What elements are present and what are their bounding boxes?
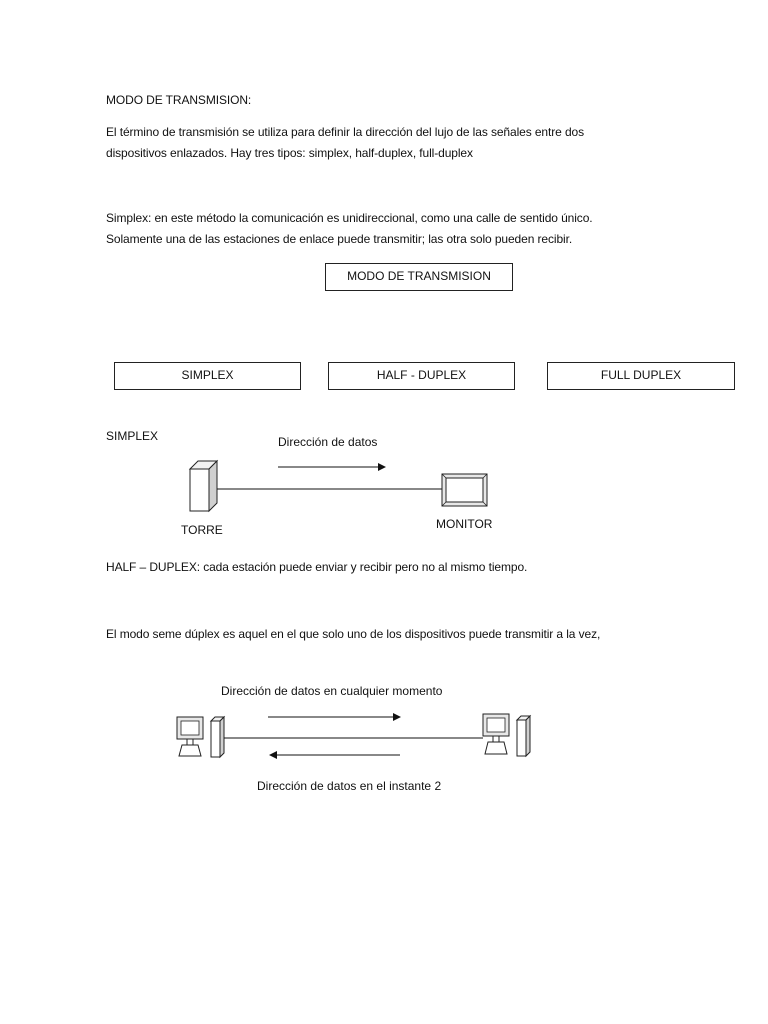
simplex-text-line-1: Simplex: en este método la comunicación es unidireccional, como una calle de sentido único.: [106, 211, 593, 225]
right-tower-icon: [517, 716, 530, 756]
half-duplex-text: HALF – DUPLEX: cada estación puede enviar y recibir pero no al mismo tiempo.: [106, 560, 528, 574]
intro-line-1: El término de transmisión se utiliza para definir la dirección del lujo de las señales entre dos: [106, 125, 584, 139]
tower-label: TORRE: [181, 523, 223, 537]
half-duplex-bottom-label: Dirección de datos en el instante 2: [257, 779, 442, 793]
tree-box-full-duplex: FULL DUPLEX: [547, 362, 735, 390]
tree-box-half-duplex: HALF - DUPLEX: [328, 362, 515, 390]
tower-icon: [190, 461, 217, 511]
simplex-text-line-2: Solamente una de las estaciones de enlace puede transmitir; las otra solo pueden recibir.: [106, 232, 573, 246]
left-tower-icon: [211, 717, 224, 757]
intro-line-2: dispositivos enlazados. Hay tres tipos: simplex, half-duplex, full-duplex: [106, 146, 473, 160]
page-heading: MODO DE TRANSMISION:: [106, 93, 252, 107]
simplex-section-label: SIMPLEX: [106, 429, 159, 443]
monitor-icon: [442, 474, 487, 506]
tree-box-simplex: SIMPLEX: [114, 362, 301, 390]
simplex-direction-label: Dirección de datos: [278, 435, 378, 449]
right-computer-icon: [483, 714, 509, 754]
left-computer-icon: [177, 717, 203, 756]
tree-root-box: MODO DE TRANSMISION: [325, 263, 513, 291]
semi-duplex-text: El modo seme dúplex es aquel en el que solo uno de los dispositivos puede transmitir a la vez,: [106, 627, 601, 641]
monitor-label: MONITOR: [436, 517, 493, 531]
half-duplex-top-label: Dirección de datos en cualquier momento: [221, 684, 443, 698]
